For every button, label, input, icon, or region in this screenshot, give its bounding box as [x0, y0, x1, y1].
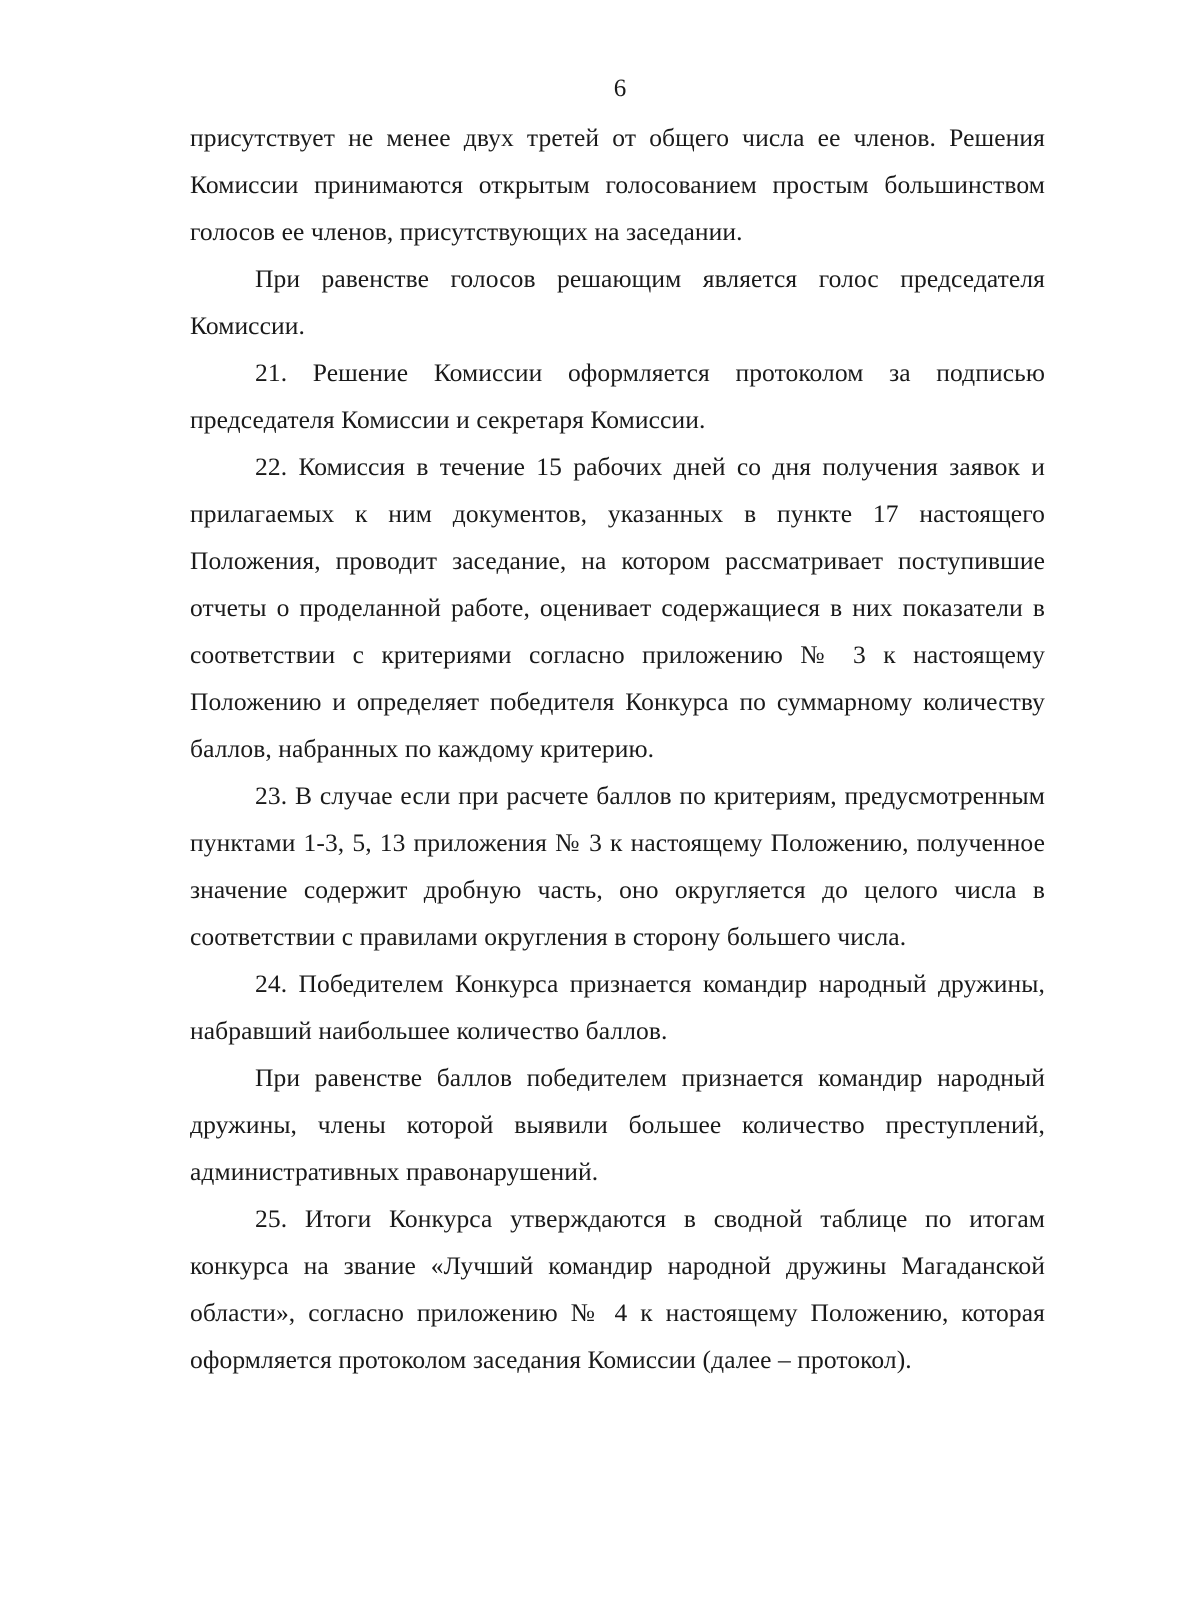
paragraph-item-25: 25. Итоги Конкурса утверждаются в сводной таблице по итогам конкурса на звание «Лучший командир народной дружины Магаданской области», согласно приложению № 4 к настоящему Положению, которая оформляется протоколом заседания Комиссии (далее – протокол). — [190, 1204, 1045, 1374]
paragraph-quorum: присутствует не менее двух третей от общего числа ее членов. Решения Комиссии принимаются открытым голосованием простым большинством голосов ее членов, присутствующих на заседании. — [190, 123, 1045, 246]
paragraph-item-24: 24. Победителем Конкурса признается командир народный дружины, набравший наибольшее количество баллов. — [190, 969, 1045, 1045]
paragraph-item-21: 21. Решение Комиссии оформляется протоколом за подписью председателя Комиссии и секретаря Комиссии. — [190, 358, 1045, 434]
paragraph-item-23: 23. В случае если при расчете баллов по критериям, предусмотренным пунктами 1-3, 5, 13 приложения № 3 к настоящему Положению, полученное значение содержит дробную часть, оно округляется до целого числа в соответствии с правилами округления в сторону большего числа. — [190, 781, 1045, 951]
paragraph-tie-points: При равенстве баллов победителем признается командир народный дружины, члены которой выявили большее количество преступлений, административных правонарушений. — [190, 1063, 1045, 1186]
paragraph-tie-vote: При равенстве голосов решающим является голос председателя Комиссии. — [190, 264, 1045, 340]
document-body — [190, 114, 1045, 1383]
page-number: 6 — [613, 75, 627, 102]
paragraph-item-22: 22. Комиссия в течение 15 рабочих дней со дня получения заявок и прилагаемых к ним документов, указанных в пункте 17 настоящего Положения, проводит заседание, на котором рассматривает поступившие отчеты о проделанной работе, оценивает содержащиеся в них показатели в соответствии с критериями согласно приложению № 3 к настоящему Положению и определяет победителя Конкурса по суммарному количеству баллов, набранных по каждому критерию. — [190, 452, 1045, 763]
